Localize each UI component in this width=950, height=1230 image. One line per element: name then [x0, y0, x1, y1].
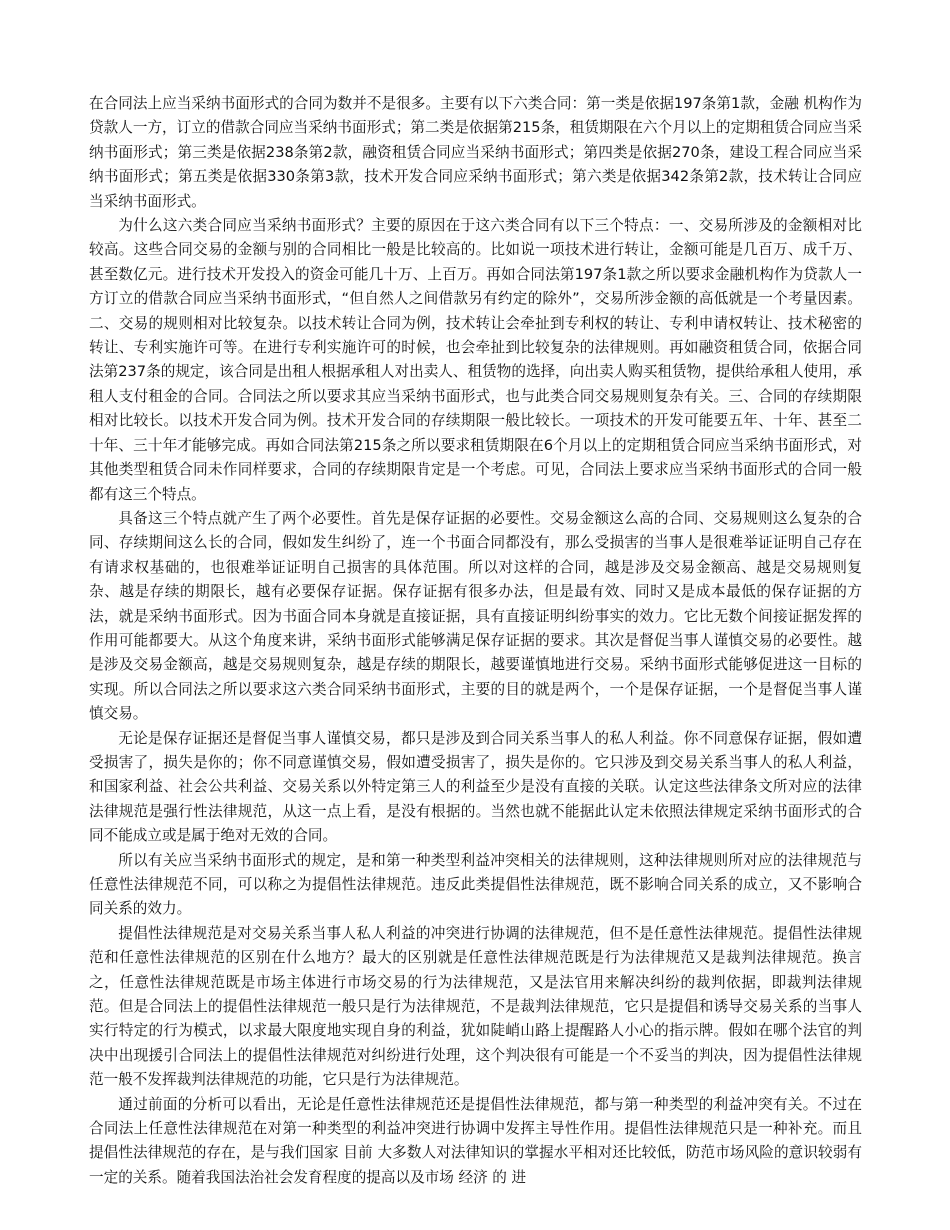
paragraph-1: 在合同法上应当采纳书面形式的合同为数并不是很多。主要有以下六类合同：第一类是依据197条第1款，金融 机构作为贷款人一方，订立的借款合同应当采纳书面形式；第二类是依据第215条，租赁期限在六个月以上的定期租赁合同应当采纳书面形式；第三类是依据238条第2款，融资租赁合同应当采纳书面形式；第四类是依据270条，建设工程合同应当采纳书面形式；第五类是依据330条第3款，技术开发合同应采纳书面形式；第六类是依据342条第2款，技术转让合同应当采纳书面形式。: [89, 95, 862, 210]
paragraph-3: 具备这三个特点就产生了两个必要性。首先是保存证据的必要性。交易金额这么高的合同、交易规则这么复杂的合同、存续期间这么长的合同，假如发生纠纷了，连一个书面合同都没有，那么受损害的当事人是很难举证证明自己存在有请求权基础的，也很难举证证明自己损害的具体范围。所以对这样的合同，越是涉及交易金额高、越是交易规则复杂、越是存续的期限长，越有必要保存证据。保存证据有很多办法，但是最有效、同时又是成本最低的保存证据的方法，就是采纳书面形式。因为书面合同本身就是直接证据，具有直接证明纠纷事实的效力。它比无数个间接证据发挥的作用可能都要大。从这个角度来讲，采纳书面形式能够满足保存证据的要求。其次是督促当事人谨慎交易的必要性。越是涉及交易金额高，越是交易规则复杂，越是存续的期限长，越要谨慎地进行交易。采纳书面形式能够促进这一目标的实现。所以合同法之所以要求这六类合同采纳书面形式，主要的目的就是两个，一个是保存证据，一个是督促当事人谨慎交易。: [89, 509, 862, 723]
paragraph-7: 通过前面的分析可以看出，无论是任意性法律规范还是提倡性法律规范，都与第一种类型的利益冲突有关。不过在合同法上任意性法律规范在对第一种类型的利益冲突进行协调中发挥主导性作用。提倡性法律规范只是一种补充。而且提倡性法律规范的存在，是与我们国家 目前 大多数人对法律知识的掌握水平相对还比较低，防范市场风险的意识较弱有一定的关系。随着我国法治社会发育程度的提高以及市场 经济 的 进: [89, 1095, 862, 1186]
document-body: [89, 92, 862, 1190]
paragraph-5: 所以有关应当采纳书面形式的规定，是和第一种类型利益冲突相关的法律规则，这种法律规则所对应的法律规范与任意性法律规范不同，可以称之为提倡性法律规范。违反此类提倡性法律规范，既不影响合同关系的成立，又不影响合同关系的效力。: [89, 851, 862, 918]
paragraph-6: 提倡性法律规范是对交易关系当事人私人利益的冲突进行协调的法律规范，但不是任意性法律规范。提倡性法律规范和任意性法律规范的区别在什么地方？最大的区别就是任意性法律规范既是行为法律规范又是裁判法律规范。换言之，任意性法律规范既是市场主体进行市场交易的行为法律规范，又是法官用来解决纠纷的裁判依据，即裁判法律规范。但是合同法上的提倡性法律规范一般只是行为法律规范，不是裁判法律规范，它只是提倡和诱导交易关系的当事人实行特定的行为模式，以求最大限度地实现自身的利益，犹如陡峭山路上提醒路人小心的指示牌。假如在哪个法官的判决中出现援引合同法上的提倡性法律规范对纠纷进行处理，这个判决很有可能是一个不妥当的判决，因为提倡性法律规范一般不发挥裁判法律规范的功能，它只是行为法律规范。: [89, 924, 862, 1089]
paragraph-4: 无论是保存证据还是督促当事人谨慎交易，都只是涉及到合同关系当事人的私人利益。你不同意保存证据，假如遭受损害了，损失是你的；你不同意谨慎交易，假如遭受损害了，损失是你的。它只涉及到交易关系当事人的私人利益，和国家利益、社会公共利益、交易关系以外特定第三人的利益至少是没有直接的关联。认定这些法律条文所对应的法律法律规范是强行性法律规范，从这一点上看，是没有根据的。当然也就不能据此认定未依照法律规定采纳书面形式的合同不能成立或是属于绝对无效的合同。: [89, 729, 862, 845]
paragraph-2: 为什么这六类合同应当采纳书面形式？主要的原因在于这六类合同有以下三个特点：一、交易所涉及的金额相对比较高。这些合同交易的金额与别的合同相比一般是比较高的。比如说一项技术进行转让，金额可能是几百万、成千万、甚至数亿元。进行技术开发投入的资金可能几十万、上百万。再如合同法第197条1款之所以要求金融机构作为贷款人一方订立的借款合同应当采纳书面形式，“但自然人之间借款另有约定的除外”，交易所涉金额的高低就是一个考量因素。二、交易的规则相对比较复杂。以技术转让合同为例，技术转让会牵扯到专利权的转让、专利申请权转让、技术秘密的转让、专利实施许可等。在进行专利实施许可的时候，也会牵扯到比较复杂的法律规则。再如融资租赁合同，依据合同法第237条的规定，该合同是出租人根据承租人对出卖人、租赁物的选择，向出卖人购买租赁物，提供给承租人使用，承租人支付租金的合同。合同法之所以要求其应当采纳书面形式，也与此类合同交易规则复杂有关。三、合同的存续期限相对比较长。以技术开发合同为例。技术开发合同的存续期限一般比较长。一项技术的开发可能要五年、十年、甚至二十年、三十年才能够完成。再如合同法第215条之所以要求租赁期限在6个月以上的定期租赁合同应当采纳书面形式，对其他类型租赁合同未作同样要求，合同的存续期限肯定是一个考虑。可见，合同法上要求应当采纳书面形式的合同一般都有这三个特点。: [89, 217, 862, 503]
